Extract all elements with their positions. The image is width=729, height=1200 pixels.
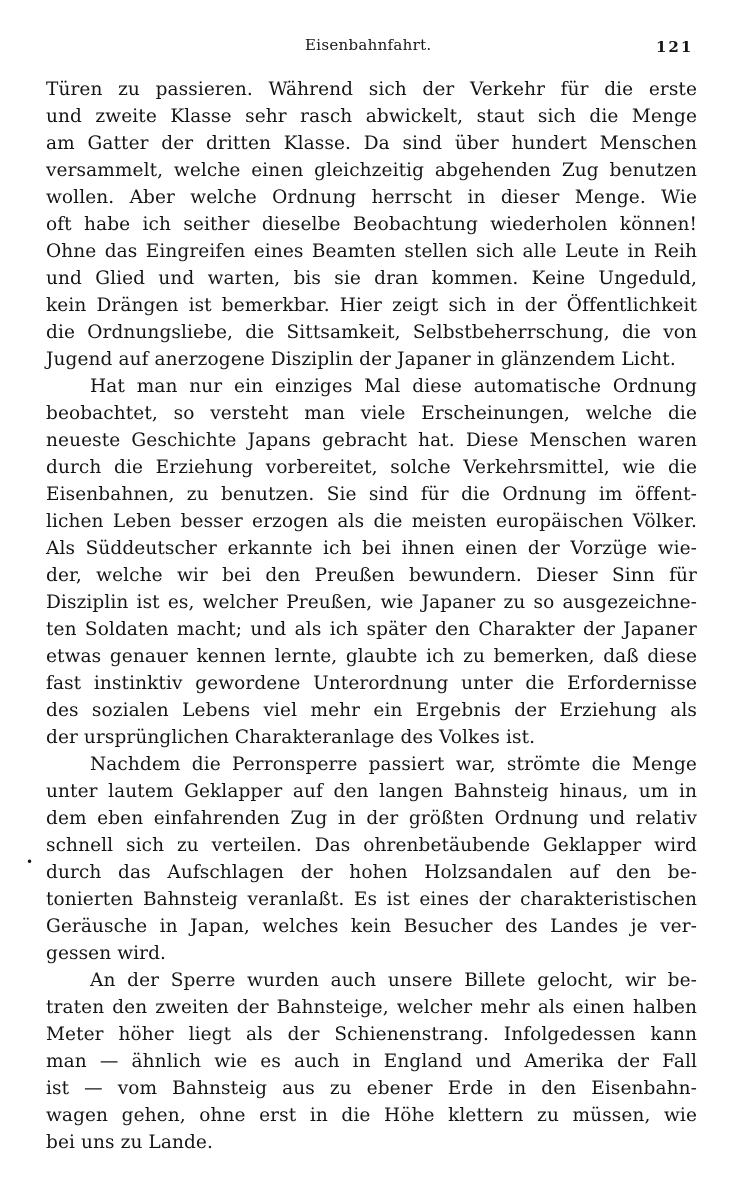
text-line: unter lautem Geklapper auf den langen Bahnsteig hinaus, um in xyxy=(46,781,697,802)
text-line: Meter höher liegt als der Schienenstrang. Infolgedessen kann xyxy=(46,1024,697,1045)
text-line: Eisenbahnen, zu benutzen. Sie sind für die Ordnung im öffent- xyxy=(46,484,697,505)
text-line: Als Süddeutscher erkannte ich bei ihnen einen der Vorzüge wie- xyxy=(46,538,697,559)
page-header xyxy=(0,36,729,60)
text-line: dem eben einfahrenden Zug in der größten Ordnung und relativ xyxy=(46,808,697,829)
text-line: man — ähnlich wie es auch in England und Amerika der Fall xyxy=(46,1051,697,1072)
text-line: Jugend auf anerzogene Disziplin der Japaner in glänzendem Licht. xyxy=(46,349,676,370)
text-line: bei uns zu Lande. xyxy=(46,1132,213,1153)
text-line: kein Drängen ist bemerkbar. Hier zeigt sich in der Öffentlichkeit xyxy=(46,295,697,316)
margin-mark-icon: • xyxy=(26,855,34,869)
text-line: wagen gehen, ohne erst in die Höhe klettern zu müssen, wie xyxy=(46,1105,697,1126)
text-line: die Ordnungsliebe, die Sittsamkeit, Selbstbeherrschung, die von xyxy=(46,322,697,343)
text-line: versammelt, welche einen gleichzeitig abgehenden Zug benutzen xyxy=(46,160,697,181)
text-line: tonierten Bahnsteig veranlaßt. Es ist eines der charakteristischen xyxy=(46,889,697,910)
text-line: am Gatter der dritten Klasse. Da sind über hundert Menschen xyxy=(46,133,697,154)
text-line: Nachdem die Perronsperre passiert war, strömte die Menge xyxy=(90,754,697,775)
page-number: 121 xyxy=(656,38,694,56)
text-line: der ursprünglichen Charakteranlage des Volkes ist. xyxy=(46,727,536,748)
running-title: Eisenbahnfahrt. xyxy=(305,36,432,54)
paragraph xyxy=(46,967,697,1156)
text-line: Hat man nur ein einziges Mal diese automatische Ordnung xyxy=(90,376,697,397)
paragraph xyxy=(46,373,697,751)
text-line: Türen zu passieren. Während sich der Verkehr für die erste xyxy=(46,79,697,100)
text-line: Ohne das Eingreifen eines Beamten stellen sich alle Leute in Reih xyxy=(46,241,697,262)
text-line: der, welche wir bei den Preußen bewundern. Dieser Sinn für xyxy=(46,565,697,586)
text-line: etwas genauer kennen lernte, glaubte ich zu bemerken, daß diese xyxy=(46,646,697,667)
paragraph xyxy=(46,751,697,967)
text-line: des sozialen Lebens viel mehr ein Ergebnis der Erziehung als xyxy=(46,700,697,721)
text-line: durch das Aufschlagen der hohen Holzsandalen auf den be- xyxy=(46,862,697,883)
text-line: oft habe ich seither dieselbe Beobachtung wiederholen können! xyxy=(46,214,697,235)
text-line: traten den zweiten der Bahnsteige, welcher mehr als einen halben xyxy=(46,997,697,1018)
text-line: schnell sich zu verteilen. Das ohrenbetäubende Geklapper wird xyxy=(46,835,697,856)
body-text xyxy=(46,76,697,1156)
text-line: durch die Erziehung vorbereitet, solche Verkehrsmittel, wie die xyxy=(46,457,697,478)
text-line: ten Soldaten macht; und als ich später den Charakter der Japaner xyxy=(46,619,697,640)
text-line: ist — vom Bahnsteig aus zu ebener Erde in den Eisenbahn- xyxy=(46,1078,697,1099)
text-line: Geräusche in Japan, welches kein Besucher des Landes je ver- xyxy=(46,916,697,937)
text-line: und zweite Klasse sehr rasch abwickelt, staut sich die Menge xyxy=(46,106,697,127)
text-line: lichen Leben besser erzogen als die meisten europäischen Völker. xyxy=(46,511,697,532)
text-line: gessen wird. xyxy=(46,943,167,964)
paragraph xyxy=(46,76,697,373)
text-line: und Glied und warten, bis sie dran kommen. Keine Ungeduld, xyxy=(46,268,697,289)
text-line: neueste Geschichte Japans gebracht hat. Diese Menschen waren xyxy=(46,430,697,451)
text-line: wollen. Aber welche Ordnung herrscht in dieser Menge. Wie xyxy=(46,187,697,208)
text-line: An der Sperre wurden auch unsere Billete gelocht, wir be- xyxy=(90,970,697,991)
text-line: Disziplin ist es, welcher Preußen, wie Japaner zu so ausgezeichne- xyxy=(46,592,697,613)
text-line: fast instinktiv gewordene Unterordnung unter die Erfordernisse xyxy=(46,673,697,694)
text-line: beobachtet, so versteht man viele Erscheinungen, welche die xyxy=(46,403,697,424)
